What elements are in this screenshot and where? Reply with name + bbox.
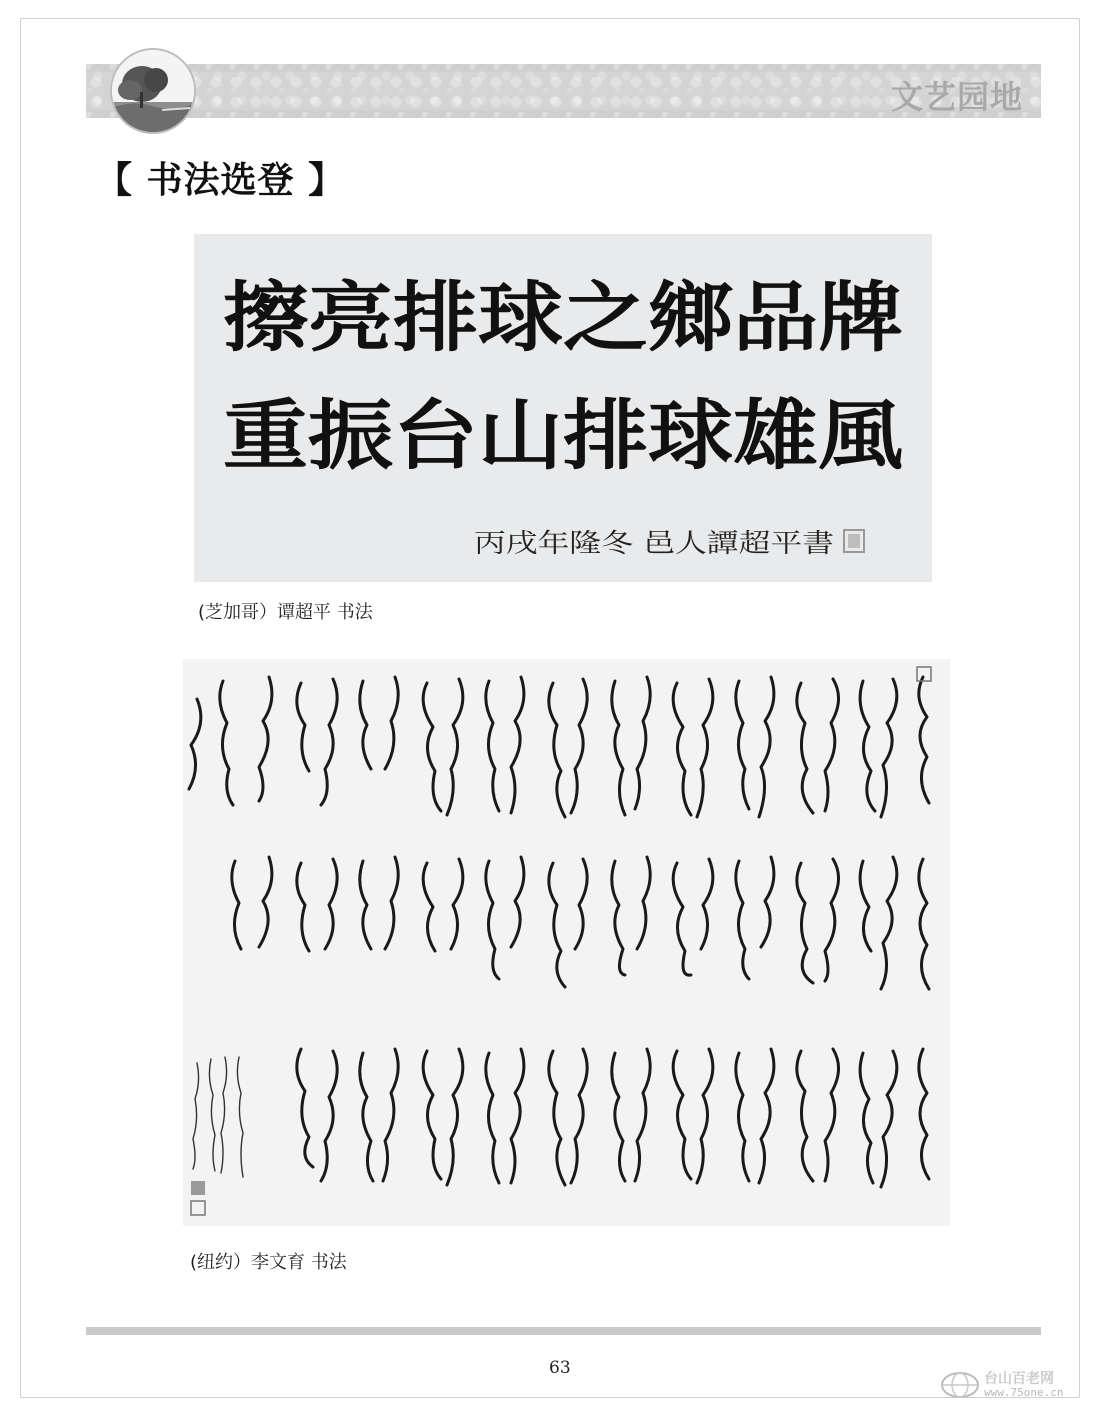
landscape-logo-icon [110,48,196,134]
section-title: 文艺园地 [890,78,1023,116]
watermark-url: www.75one.cn [984,1386,1064,1399]
art2-cursive-strokes-row1 [189,677,929,817]
calligraphy-artwork-1 [194,234,932,582]
artwork-1-caption: (芝加哥）谭超平 书法 [198,602,373,623]
watermark [940,1368,1090,1404]
globe-logo-icon [940,1370,980,1400]
footer-rule [86,1327,1041,1335]
art2-seal-stamp-bottom-1 [191,1181,205,1195]
art1-inscription: 丙戌年隆冬 邑人譚超平書 [474,529,834,559]
art2-cursive-strokes-row3 [297,1049,929,1187]
calligraphy-artwork-2 [183,659,950,1226]
art2-seal-stamp-bottom-2 [191,1201,205,1215]
artwork-2-caption: (纽约）李文育 书法 [190,1252,347,1273]
page-heading: 【 书法选登 】 [96,160,346,201]
art2-inscription-strokes [193,1057,243,1177]
art1-line-1: 擦亮排球之鄉品牌 [223,273,903,362]
header-band [86,64,1041,118]
art2-seal-stamp-top [917,667,931,681]
art2-cursive-strokes-row2 [232,857,929,989]
watermark-site-name: 台山百老网 [984,1371,1054,1387]
page-number: 63 [549,1358,571,1378]
art1-line-2: 重振台山排球雄風 [223,391,903,480]
